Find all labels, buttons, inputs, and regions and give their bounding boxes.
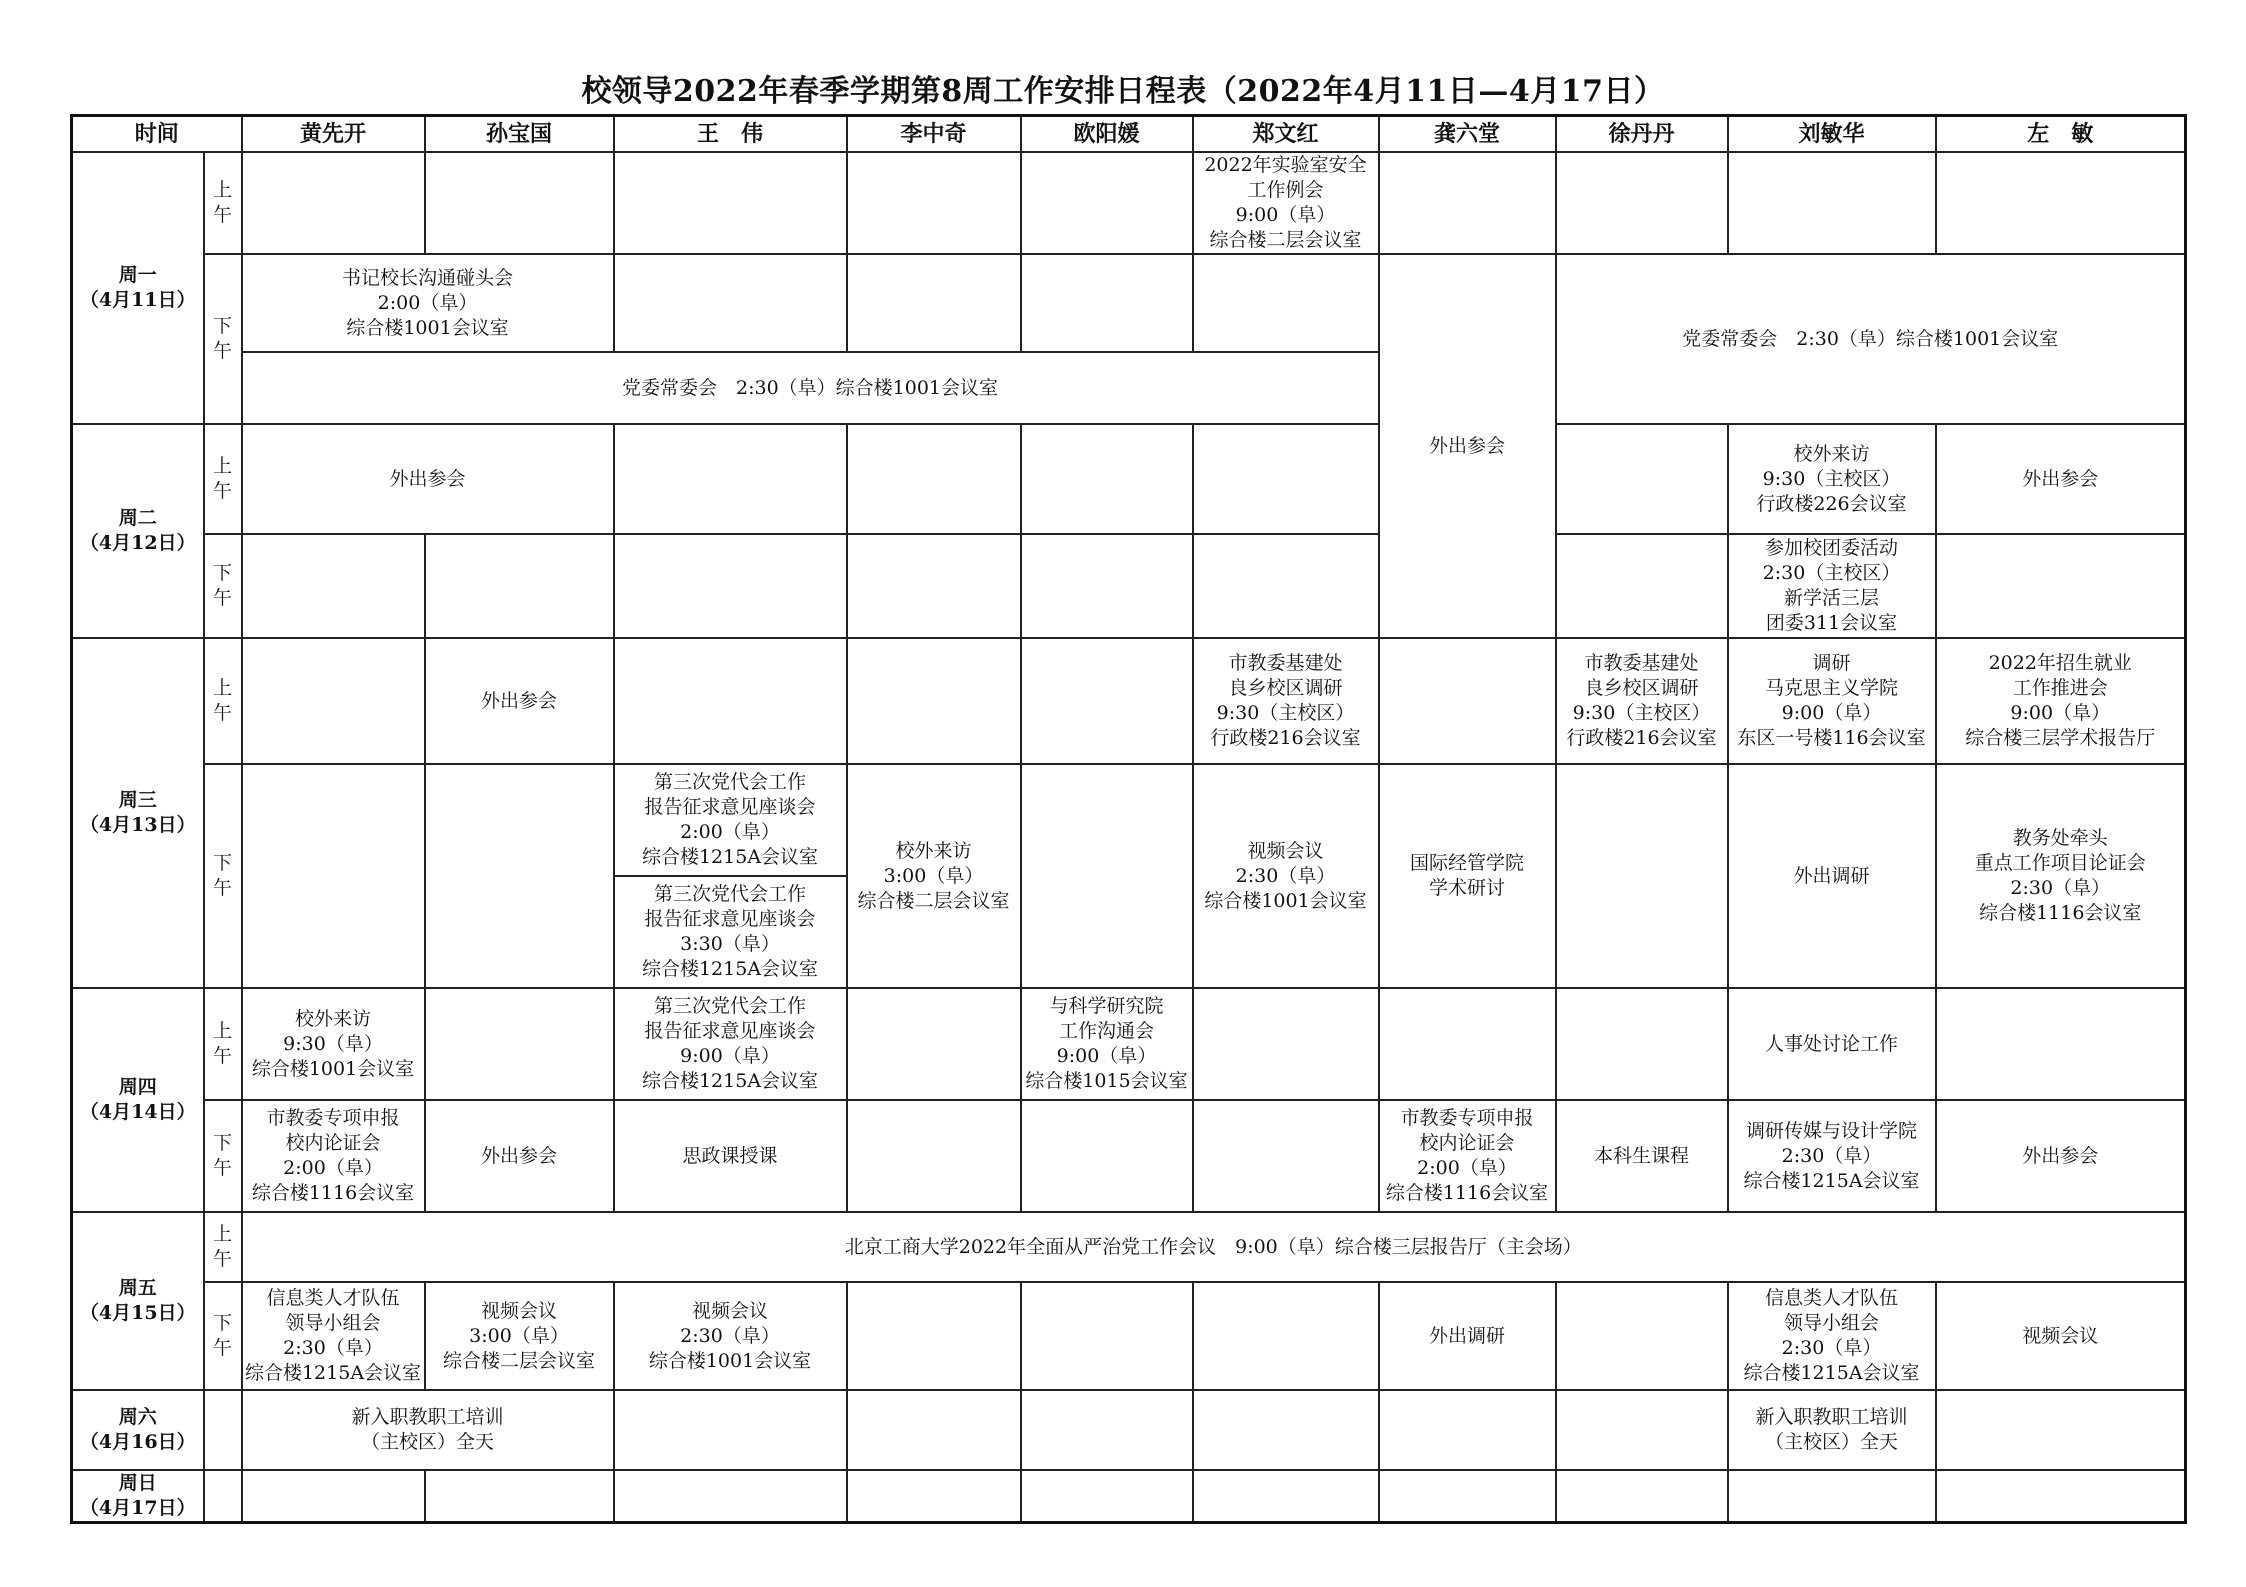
cell-empty xyxy=(1021,1282,1193,1390)
cell-empty xyxy=(1193,988,1379,1100)
schedule-cell: 视频会议 2:30（阜） 综合楼1001会议室 xyxy=(1193,764,1379,988)
cell-empty xyxy=(847,254,1021,352)
schedule-cell: 党委常委会 2:30（阜）综合楼1001会议室 xyxy=(1556,254,2186,424)
schedule-cell: 第三次党代会工作 报告征求意见座谈会 2:00（阜） 综合楼1215A会议室 xyxy=(614,764,847,876)
cell-empty xyxy=(1556,988,1728,1100)
period-label: 上 午 xyxy=(204,1212,242,1282)
header-leader: 左 敏 xyxy=(1936,116,2186,153)
cell-empty xyxy=(1021,1390,1193,1470)
schedule-cell: 第三次党代会工作 报告征求意见座谈会 3:30（阜） 综合楼1215A会议室 xyxy=(614,876,847,988)
schedule-cell: 调研传媒与设计学院 2:30（阜） 综合楼1215A会议室 xyxy=(1728,1100,1936,1212)
cell-empty xyxy=(1556,152,1728,254)
cell-empty xyxy=(1379,638,1556,764)
table-row xyxy=(72,1100,2186,1212)
header-leader: 刘敏华 xyxy=(1728,116,1936,153)
schedule-cell: 信息类人才队伍 领导小组会 2:30（阜） 综合楼1215A会议室 xyxy=(1728,1282,1936,1390)
day-label: 周三 （4月13日） xyxy=(72,638,204,988)
cell-empty xyxy=(242,764,425,988)
cell-empty xyxy=(1021,152,1193,254)
cell-empty xyxy=(1193,424,1379,534)
cell-empty xyxy=(425,152,614,254)
period-label: 上 午 xyxy=(204,424,242,534)
schedule-cell: 书记校长沟通碰头会 2:00（阜） 综合楼1001会议室 xyxy=(242,254,614,352)
header-row xyxy=(72,116,2186,153)
cell-empty xyxy=(1193,1282,1379,1390)
table-row xyxy=(72,1282,2186,1390)
header-leader: 欧阳媛 xyxy=(1021,116,1193,153)
cell-empty xyxy=(425,764,614,988)
table-row xyxy=(72,988,2186,1100)
cell-empty xyxy=(614,638,847,764)
day-label: 周一 （4月11日） xyxy=(72,152,204,424)
cell-empty xyxy=(425,1470,614,1523)
day-label: 周五 （4月15日） xyxy=(72,1212,204,1390)
header-leader: 徐丹丹 xyxy=(1556,116,1728,153)
cell-empty xyxy=(1556,1470,1728,1523)
schedule-cell: 国际经管学院 学术研讨 xyxy=(1379,764,1556,988)
cell-empty xyxy=(1379,152,1556,254)
cell-empty xyxy=(1379,988,1556,1100)
cell-empty xyxy=(1936,988,2186,1100)
table-row xyxy=(72,152,2186,254)
cell-empty xyxy=(1556,424,1728,534)
cell-empty xyxy=(242,534,425,638)
period-label: 下 午 xyxy=(204,254,242,424)
schedule-cell: 2022年招生就业 工作推进会 9:00（阜） 综合楼三层学术报告厅 xyxy=(1936,638,2186,764)
cell-empty xyxy=(1021,1100,1193,1212)
cell-empty xyxy=(614,254,847,352)
schedule-cell: 调研 马克思主义学院 9:00（阜） 东区一号楼116会议室 xyxy=(1728,638,1936,764)
table-row xyxy=(72,638,2186,764)
schedule-cell: 外出参会 xyxy=(1936,1100,2186,1212)
cell-empty xyxy=(1193,534,1379,638)
cell-empty xyxy=(847,638,1021,764)
cell-empty xyxy=(847,152,1021,254)
day-label: 周日 （4月17日） xyxy=(72,1470,204,1523)
header-leader: 王 伟 xyxy=(614,116,847,153)
cell-empty xyxy=(847,534,1021,638)
cell-empty xyxy=(1193,1470,1379,1523)
schedule-cell: 市教委专项申报 校内论证会 2:00（阜） 综合楼1116会议室 xyxy=(1379,1100,1556,1212)
schedule-cell: 校外来访 9:30（主校区） 行政楼226会议室 xyxy=(1728,424,1936,534)
cell-empty xyxy=(1936,1470,2186,1523)
schedule-cell: 外出参会 xyxy=(1936,424,2186,534)
cell-empty xyxy=(614,152,847,254)
schedule-cell: 视频会议 2:30（阜） 综合楼1001会议室 xyxy=(614,1282,847,1390)
schedule-cell: 党委常委会 2:30（阜）综合楼1001会议室 xyxy=(242,352,1379,424)
cell-empty xyxy=(847,1390,1021,1470)
header-leader: 李中奇 xyxy=(847,116,1021,153)
schedule-cell: 信息类人才队伍 领导小组会 2:30（阜） 综合楼1215A会议室 xyxy=(242,1282,425,1390)
schedule-cell: 思政课授课 xyxy=(614,1100,847,1212)
cell-empty xyxy=(1021,638,1193,764)
cell-empty xyxy=(1936,152,2186,254)
page-title: 校领导2022年春季学期第8周工作安排日程表（2022年4月11日—4月17日） xyxy=(581,74,1665,109)
schedule-table xyxy=(70,114,2187,1524)
schedule-cell: 视频会议 3:00（阜） 综合楼二层会议室 xyxy=(425,1282,614,1390)
schedule-cell: 外出调研 xyxy=(1728,764,1936,988)
table-row xyxy=(72,1212,2186,1282)
cell-empty xyxy=(1021,534,1193,638)
header-leader: 郑文红 xyxy=(1193,116,1379,153)
cell-empty xyxy=(242,638,425,764)
schedule-cell: 视频会议 xyxy=(1936,1282,2186,1390)
schedule-cell: 市教委专项申报 校内论证会 2:00（阜） 综合楼1116会议室 xyxy=(242,1100,425,1212)
schedule-cell: 本科生课程 xyxy=(1556,1100,1728,1212)
period-label: 下 午 xyxy=(204,534,242,638)
schedule-cell: 外出参会 xyxy=(242,424,614,534)
day-label: 周六 （4月16日） xyxy=(72,1390,204,1470)
cell-empty xyxy=(425,534,614,638)
cell-empty xyxy=(1379,1390,1556,1470)
cell-empty xyxy=(614,1470,847,1523)
cell-empty xyxy=(1021,254,1193,352)
period-label: 下 午 xyxy=(204,1100,242,1212)
period-label: 上 午 xyxy=(204,152,242,254)
schedule-cell: 北京工商大学2022年全面从严治党工作会议 9:00（阜）综合楼三层报告厅（主会场） xyxy=(242,1212,2186,1282)
period-label: 上 午 xyxy=(204,638,242,764)
header-leader: 龚六堂 xyxy=(1379,116,1556,153)
cell-empty xyxy=(242,1470,425,1523)
table-row xyxy=(72,534,2186,638)
cell-empty xyxy=(1021,764,1193,988)
header-time: 时间 xyxy=(72,116,242,153)
schedule-cell: 参加校团委活动 2:30（主校区） 新学活三层 团委311会议室 xyxy=(1728,534,1936,638)
cell-empty xyxy=(1728,1470,1936,1523)
cell-empty xyxy=(847,1282,1021,1390)
schedule-cell: 与科学研究院 工作沟通会 9:00（阜） 综合楼1015会议室 xyxy=(1021,988,1193,1100)
schedule-cell: 新入职教职工培训 （主校区）全天 xyxy=(242,1390,614,1470)
cell-empty xyxy=(1021,1470,1193,1523)
schedule-cell: 外出参会 xyxy=(425,1100,614,1212)
cell-empty xyxy=(614,1390,847,1470)
period-label: 上 午 xyxy=(204,988,242,1100)
period-label: 下 午 xyxy=(204,764,242,988)
table-row xyxy=(72,424,2186,534)
cell-empty xyxy=(1021,424,1193,534)
cell-empty xyxy=(204,1470,242,1523)
schedule-cell: 新入职教职工培训 （主校区）全天 xyxy=(1728,1390,1936,1470)
cell-empty xyxy=(614,424,847,534)
cell-empty xyxy=(847,988,1021,1100)
cell-empty xyxy=(425,988,614,1100)
schedule-cell: 教务处牵头 重点工作项目论证会 2:30（阜） 综合楼1116会议室 xyxy=(1936,764,2186,988)
day-label: 周二 （4月12日） xyxy=(72,424,204,638)
cell-empty xyxy=(614,534,847,638)
schedule-cell: 校外来访 9:30（阜） 综合楼1001会议室 xyxy=(242,988,425,1100)
schedule-cell: 市教委基建处 良乡校区调研 9:30（主校区） 行政楼216会议室 xyxy=(1193,638,1379,764)
cell-empty xyxy=(1936,534,2186,638)
schedule-cell: 外出调研 xyxy=(1379,1282,1556,1390)
schedule-cell: 市教委基建处 良乡校区调研 9:30（主校区） 行政楼216会议室 xyxy=(1556,638,1728,764)
cell-empty xyxy=(1379,1470,1556,1523)
day-label: 周四 （4月14日） xyxy=(72,988,204,1212)
period-label: 下 午 xyxy=(204,1282,242,1390)
schedule-cell: 校外来访 3:00（阜） 综合楼二层会议室 xyxy=(847,764,1021,988)
schedule-cell: 2022年实验室安全 工作例会 9:00（阜） 综合楼二层会议室 xyxy=(1193,152,1379,254)
schedule-cell: 人事处讨论工作 xyxy=(1728,988,1936,1100)
table-row xyxy=(72,1470,2186,1523)
cell-empty xyxy=(1556,1282,1728,1390)
table-row xyxy=(72,764,2186,876)
schedule-cell: 外出参会 xyxy=(425,638,614,764)
cell-empty xyxy=(242,152,425,254)
cell-empty xyxy=(1193,1390,1379,1470)
cell-empty xyxy=(204,1390,242,1470)
header-leader: 黄先开 xyxy=(242,116,425,153)
cell-empty xyxy=(847,424,1021,534)
cell-empty xyxy=(1556,764,1728,988)
cell-empty xyxy=(1193,254,1379,352)
cell-empty xyxy=(1556,1390,1728,1470)
table-row xyxy=(72,254,2186,352)
cell-empty xyxy=(1728,152,1936,254)
header-leader: 孙宝国 xyxy=(425,116,614,153)
cell-empty xyxy=(1936,1390,2186,1470)
table-row xyxy=(72,1390,2186,1470)
schedule-cell: 第三次党代会工作 报告征求意见座谈会 9:00（阜） 综合楼1215A会议室 xyxy=(614,988,847,1100)
cell-empty xyxy=(847,1100,1021,1212)
cell-empty xyxy=(1193,1100,1379,1212)
cell-empty xyxy=(1556,534,1728,638)
cell-empty xyxy=(847,1470,1021,1523)
schedule-cell: 外出参会 xyxy=(1379,254,1556,638)
